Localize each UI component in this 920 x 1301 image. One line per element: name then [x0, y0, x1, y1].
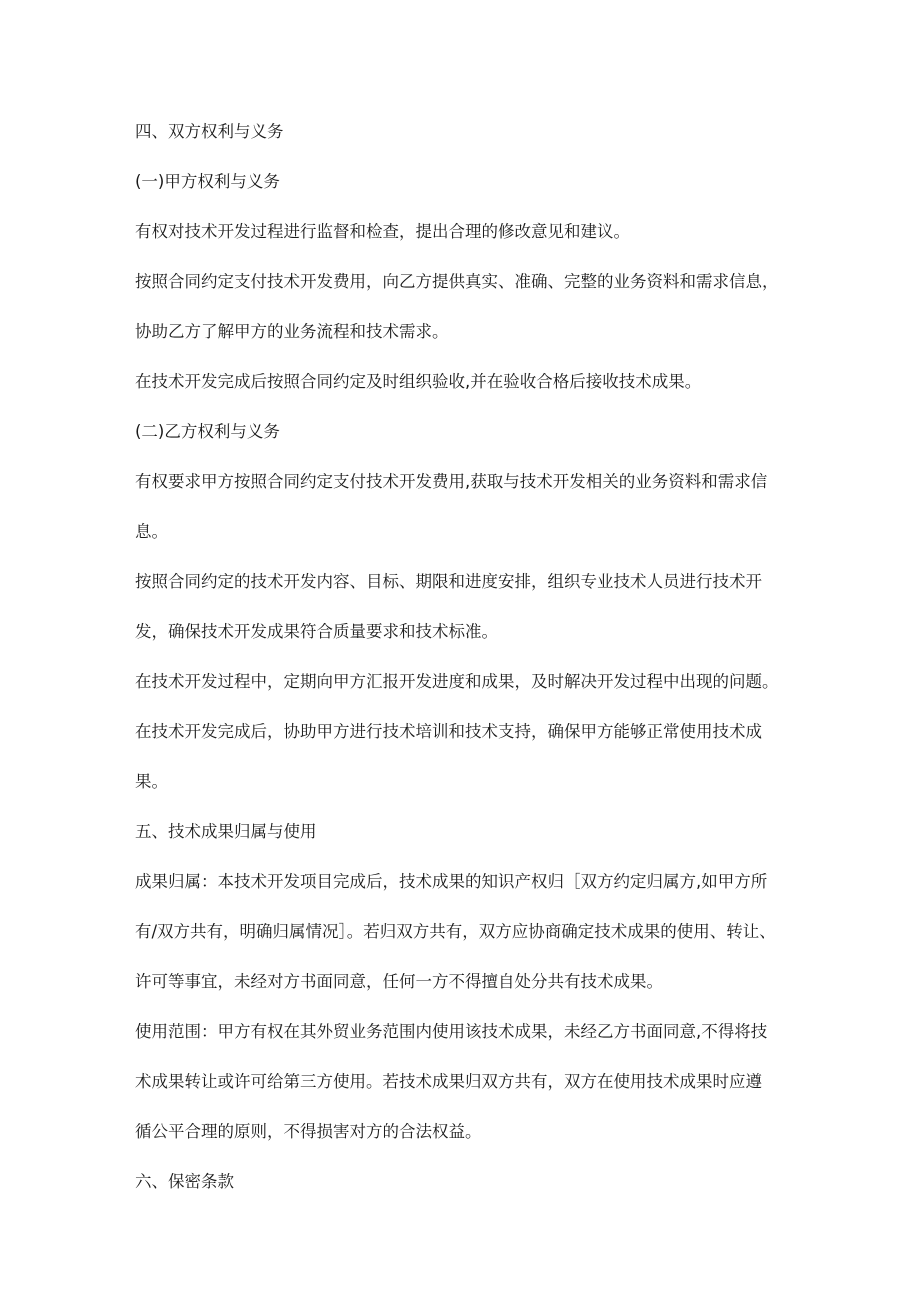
text-line: 在技术开发完成后，协助甲方进行技术培训和技术支持，确保甲方能够正常使用技术成 — [135, 722, 762, 741]
text-line: 五、技术成果归属与使用 — [135, 822, 317, 841]
text-line: 许可等事宜，未经对方书面同意，任何一方不得擅自处分共有技术成果。 — [135, 972, 663, 991]
section-heading — [135, 120, 795, 144]
text-line: 在技术开发过程中，定期向甲方汇报开发进度和成果，及时解决开发过程中出现的问题。 — [135, 672, 779, 691]
paragraph — [135, 720, 795, 794]
text-line: (一)甲方权利与义务 — [135, 172, 280, 191]
text-line: 使用范围：甲方有权在其外贸业务范围内使用该技术成果，未经乙方书面同意,不得将技 — [135, 1022, 768, 1041]
text-line: 协助乙方了解甲方的业务流程和技术需求。 — [135, 322, 449, 341]
text-line: 四、双方权利与义务 — [135, 122, 284, 141]
paragraph — [135, 1020, 795, 1144]
text-line: 发，确保技术开发成果符合质量要求和技术标准。 — [135, 622, 498, 641]
text-line: 术成果转让或许可给第三方使用。若技术成果归双方共有，双方在使用技术成果时应遵 — [135, 1072, 762, 1091]
paragraph — [135, 470, 795, 544]
paragraph — [135, 220, 795, 244]
text-line: 成果归属：本技术开发项目完成后，技术成果的知识产权归［双方约定归属方,如甲方所 — [135, 872, 768, 891]
subsection-heading — [135, 170, 795, 194]
paragraph — [135, 270, 795, 344]
text-line: 有权对技术开发过程进行监督和检查，提出合理的修改意见和建议。 — [135, 222, 630, 241]
text-line: 息。 — [135, 522, 168, 541]
paragraph — [135, 570, 795, 644]
subsection-heading — [135, 420, 795, 444]
text-line: 在技术开发完成后按照合同约定及时组织验收,并在验收合格后接收技术成果。 — [135, 372, 702, 391]
section-heading — [135, 820, 795, 844]
text-line: 按照合同约定支付技术开发费用，向乙方提供真实、准确、完整的业务资料和需求信息， — [135, 272, 779, 291]
paragraph — [135, 870, 795, 994]
text-line: 有/双方共有，明确归属情况］。若归双方共有，双方应协商确定技术成果的使用、转让、 — [135, 922, 776, 941]
paragraph — [135, 370, 795, 394]
text-line: 按照合同约定的技术开发内容、目标、期限和进度安排，组织专业技术人员进行技术开 — [135, 572, 762, 591]
text-line: 循公平合理的原则，不得损害对方的合法权益。 — [135, 1122, 482, 1141]
text-line: (二)乙方权利与义务 — [135, 422, 280, 441]
text-line: 有权要求甲方按照合同约定支付技术开发费用,获取与技术开发相关的业务资料和需求信 — [135, 472, 768, 491]
text-line: 果。 — [135, 772, 168, 791]
text-line: 六、保密条款 — [135, 1172, 234, 1191]
paragraph — [135, 670, 795, 694]
section-heading — [135, 1170, 795, 1194]
document-body — [135, 120, 795, 1220]
